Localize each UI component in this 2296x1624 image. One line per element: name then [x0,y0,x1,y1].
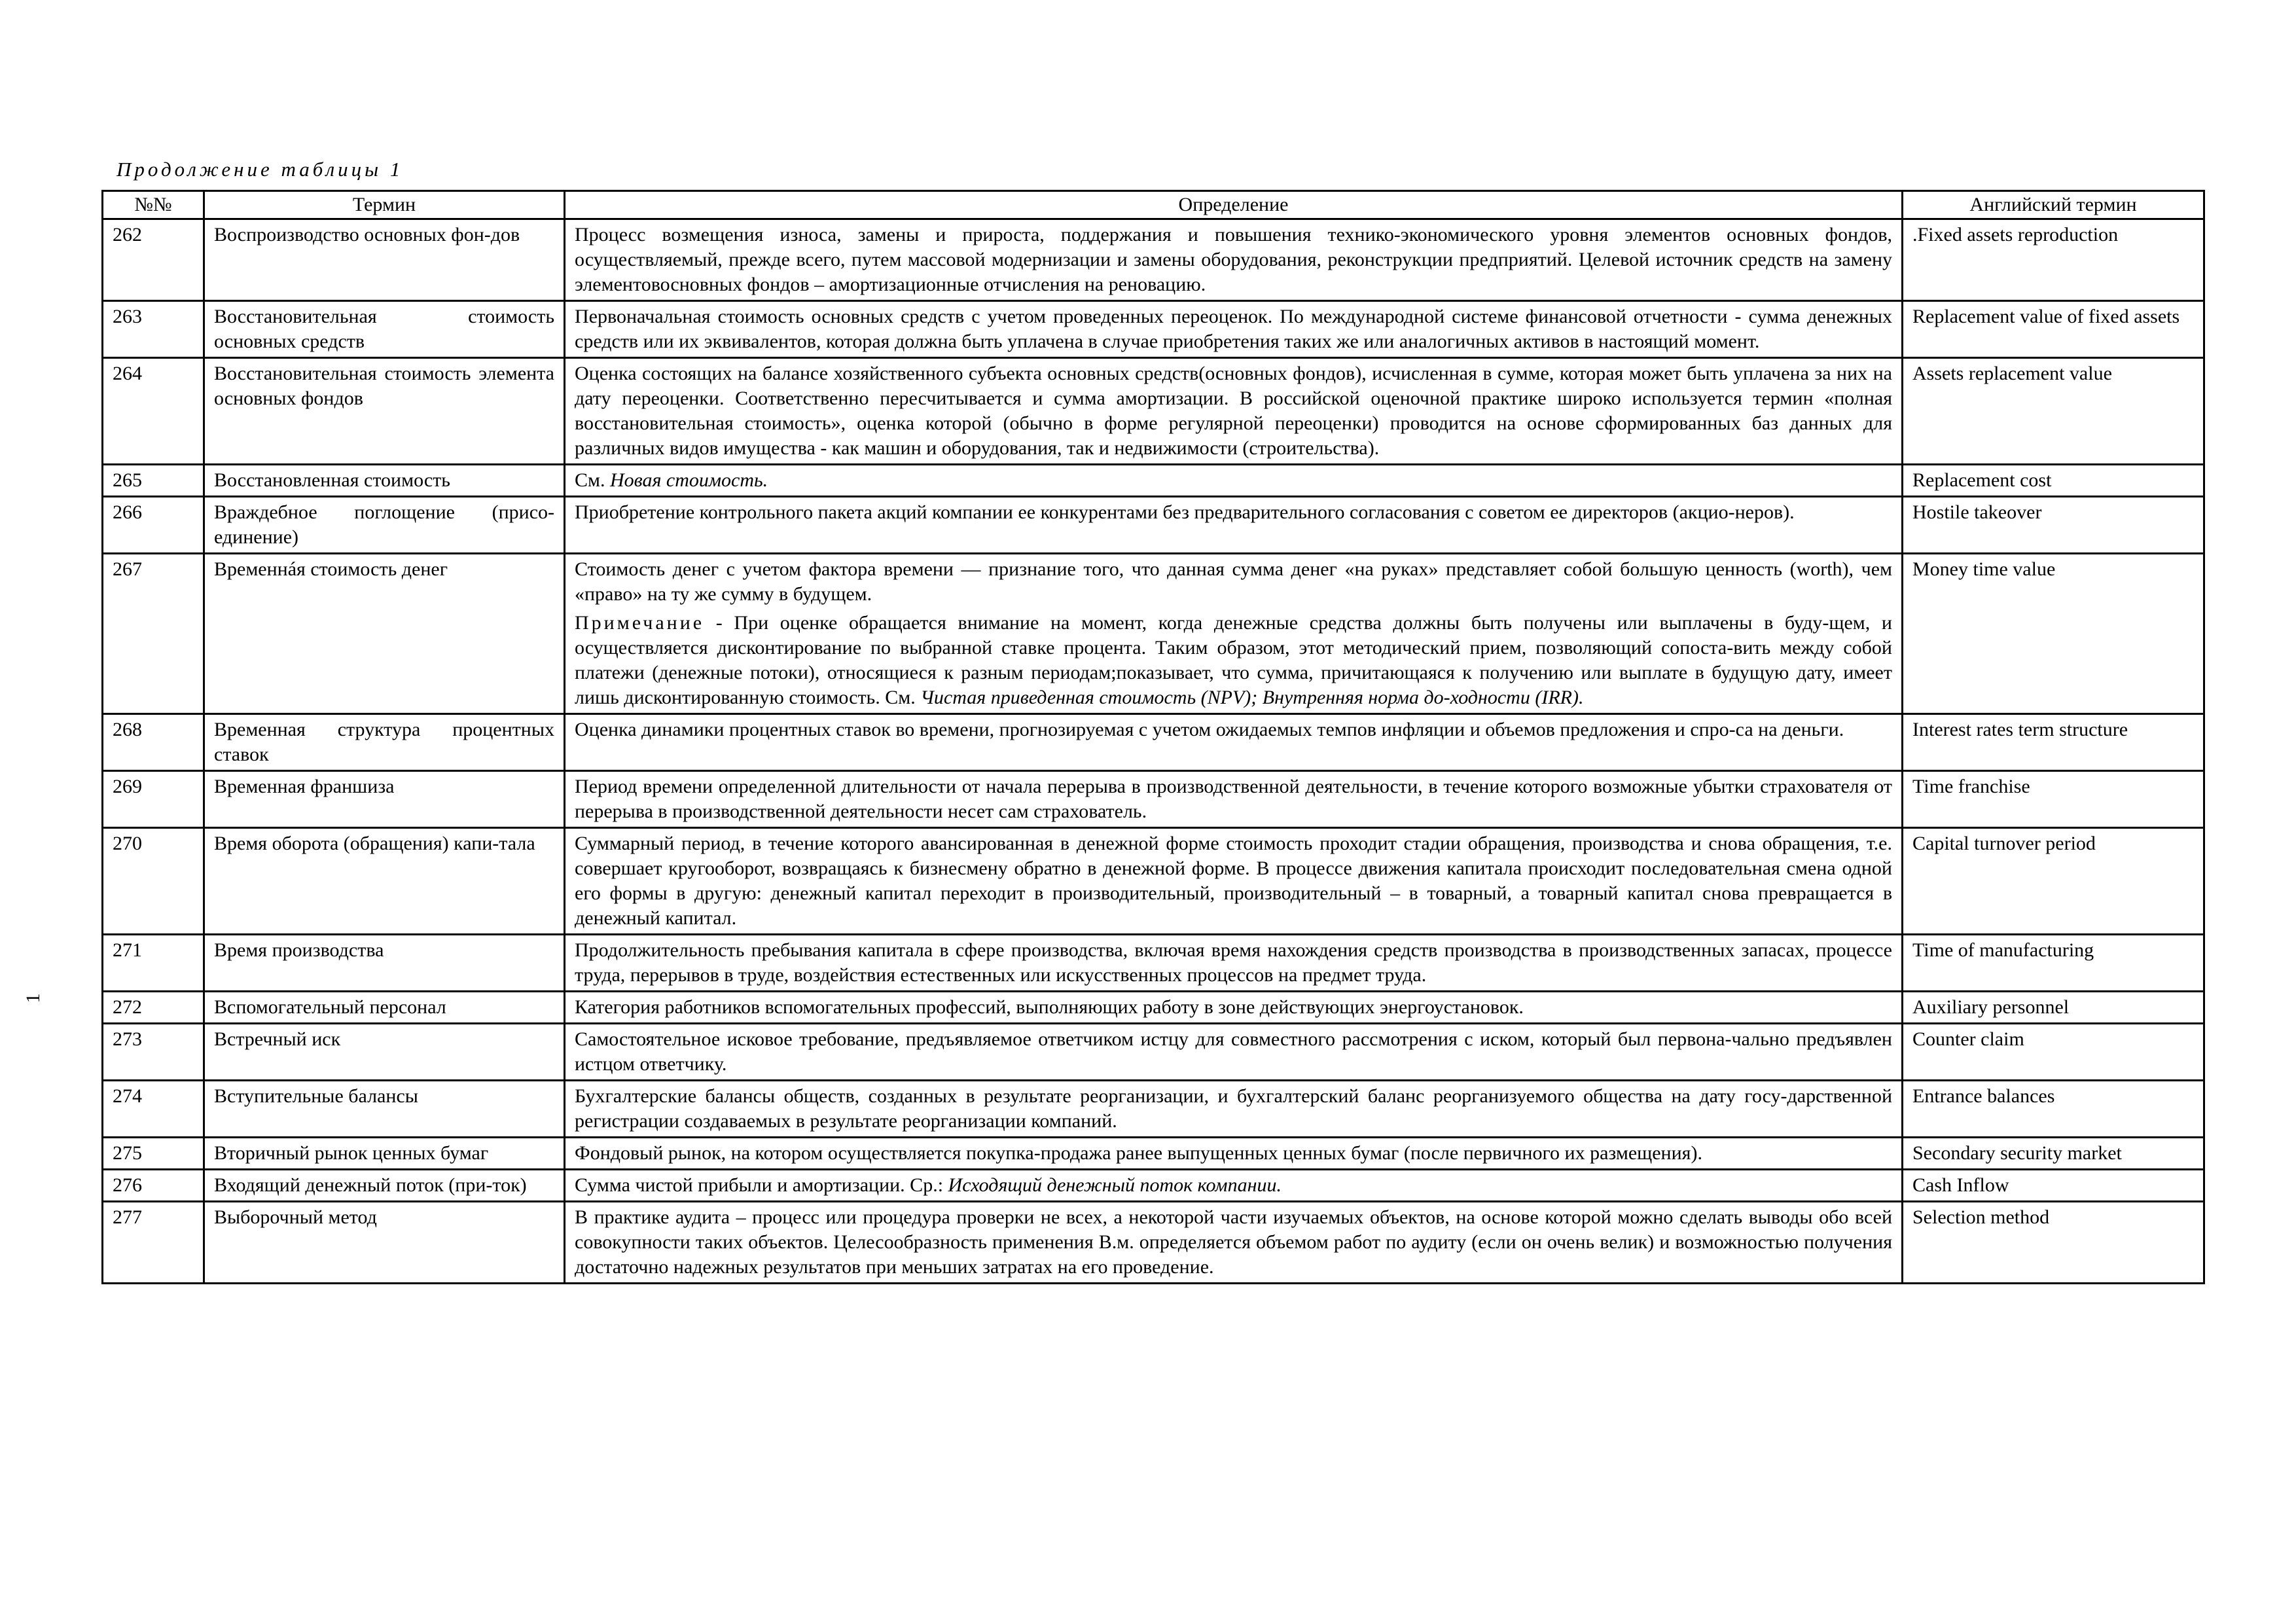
table-row [103,1081,2204,1138]
row-term: Время оборота (обращения) капи-тала [204,828,565,935]
column-header-num: №№ [103,191,204,219]
row-definition [565,465,1903,497]
row-english-term: Interest rates term structure [1903,714,2204,771]
row-term: Вспомогательный персонал [204,992,565,1024]
row-definition: Процесс возмещения износа, замены и прироста, поддержания и повышения технико-экономического уровня элементов основных фондов, осуществляемый, прежде всего, путем массовой модернизации и замены оборудования, реконструкции предприятий. Целевой источник средств на замену элементовосновных фондов – амортизационные отчисления на реновацию. [565,219,1903,301]
row-term: Входящий денежный поток (при-ток) [204,1170,565,1202]
row-english-term: Secondary security market [1903,1138,2204,1170]
table-row [103,497,2204,554]
table-row [103,771,2204,828]
row-english-term: Assets replacement value [1903,358,2204,465]
row-definition [565,554,1903,714]
row-number: 263 [103,301,204,358]
row-definition: Оценка динамики процентных ставок во времени, прогнозируемая с учетом ожидаемых темпов инфляции и объемов предложения и спро-са на деньги. [565,714,1903,771]
table-row [103,554,2204,714]
row-english-term: Time franchise [1903,771,2204,828]
row-number: 271 [103,935,204,992]
row-number: 266 [103,497,204,554]
table-row [103,714,2204,771]
row-number: 262 [103,219,204,301]
row-number: 264 [103,358,204,465]
row-english-term: Counter claim [1903,1024,2204,1081]
cross-reference-link[interactable]: Чистая приведенная стоимость (NPV); Внутренняя норма до-ходности (IRR). [920,687,1584,708]
table-row [103,992,2204,1024]
table-row [103,465,2204,497]
row-number: 272 [103,992,204,1024]
row-term: Враждебное поглощение (присо-единение) [204,497,565,554]
row-definition: Оценка состоящих на балансе хозяйственного субъекта основных средств(основных фондов), исчисленная в сумме, которая может быть уплачена за них на дату переоценки. Соответственно пересчитывается и сумма амортизации. В российской оценочной практике широко используется термин «полная восстановительная стоимость», оценка которой (обычно в форме регулярной переоценки) проводится на основе сформированных баз данных для различных видов имущества - как машин и оборудования, так и недвижимости (строительства). [565,358,1903,465]
row-definition: Бухгалтерские балансы обществ, созданных в результате реорганизации, и бухгалтерский баланс реорганизуемого общества на дату госу-дарственной регистрации создаваемых в результате реорганизации компаний. [565,1081,1903,1138]
definition-text: Стоимость денег с учетом фактора времени — признание того, что данная сумма денег «на руках» представляет собой большую ценность (worth), чем «право» на ту же сумму в будущем. [575,558,1892,605]
row-definition [565,1170,1903,1202]
row-term: Воспроизводство основных фон-дов [204,219,565,301]
table-row [103,1138,2204,1170]
row-english-term: Cash Inflow [1903,1170,2204,1202]
table-row [103,935,2204,992]
row-definition: Приобретение контрольного пакета акций компании ее конкурентами без предварительного согласования с советом ее директоров (акцио-неров). [565,497,1903,554]
table-row [103,828,2204,935]
row-number: 267 [103,554,204,714]
row-english-term: Time of manufacturing [1903,935,2204,992]
table-row [103,1024,2204,1081]
row-definition: Самостоятельное исковое требование, предъявляемое ответчиком истцу для совместного рассмотрения с иском, который был первона-чально предъявлен истцом ответчику. [565,1024,1903,1081]
row-number: 277 [103,1202,204,1284]
column-header-english: Английский термин [1903,191,2204,219]
row-english-term: Hostile takeover [1903,497,2204,554]
row-definition: Суммарный период, в течение которого авансированная в денежной форме стоимость проходит стадии обращения, производства и снова обращения, т.е. совершает кругооборот, возвращаясь к бизнесмену обратно в денежной форме. В процессе движения капитала происходит последовательная смена одной его формы в другую: денежный капитал переходит в производительный, производительный – в товарный, а товарный капитал снова превращается в денежный капитал. [565,828,1903,935]
row-english-term: Auxiliary personnel [1903,992,2204,1024]
column-header-definition: Определение [565,191,1903,219]
row-number: 265 [103,465,204,497]
row-definition: Период времени определенной длительности от начала перерыва в производственной деятельности, в течение которого возможные убытки страхователя от перерыва в производственной деятельности несет сам страхователь. [565,771,1903,828]
row-english-term: .Fixed assets reproduction [1903,219,2204,301]
table-row [103,301,2204,358]
row-definition: Категория работников вспомогательных профессий, выполняющих работу в зоне действующих энергоустановок. [565,992,1903,1024]
table-row [103,358,2204,465]
table-row [103,1170,2204,1202]
row-term: Восстановленная стоимость [204,465,565,497]
note-label: Примечание [575,612,705,634]
row-number: 268 [103,714,204,771]
row-term: Временнáя стоимость денег [204,554,565,714]
note-text: - При оценке обращается внимание на момент, когда денежные средства должны быть получены или выплачены в буду-щем, и осуществляется дисконтирование по выбранной ставке процента. Таким образом, этот методический прием, позволяющий сопоста-вить между собой платежи (денежные потоки), относящиеся к разным периодам;показывает, что сумма, причитающаяся к получению или выплате в будущую дату, имеет лишь дисконтированную стоимость. См. [575,612,1892,708]
row-english-term: Replacement cost [1903,465,2204,497]
row-number: 270 [103,828,204,935]
row-english-term: Capital turnover period [1903,828,2204,935]
row-number: 269 [103,771,204,828]
cross-reference-link[interactable]: Новая стоимость. [610,469,768,491]
row-term: Время производства [204,935,565,992]
row-definition: Продолжительность пребывания капитала в сфере производства, включая время нахождения средств производства в производственных запасах, процессе труда, перерывов в труде, воздействия естественных или искусственных процессов на предмет труда. [565,935,1903,992]
table-header-row [103,191,2204,219]
row-term: Восстановительная стоимость элемента основных фондов [204,358,565,465]
column-header-term: Термин [204,191,565,219]
row-number: 274 [103,1081,204,1138]
row-term: Временная франшиза [204,771,565,828]
row-english-term: Money time value [1903,554,2204,714]
row-number: 275 [103,1138,204,1170]
row-number: 276 [103,1170,204,1202]
page-number: 1 [22,993,44,1003]
row-term: Встречный иск [204,1024,565,1081]
definition-text: Сумма чистой прибыли и амортизации. Ср.: [575,1174,948,1196]
definition-note [575,611,1892,710]
table-row [103,1202,2204,1284]
row-term: Выборочный метод [204,1202,565,1284]
row-term: Вторичный рынок ценных бумаг [204,1138,565,1170]
row-term: Временная структура процентных ставок [204,714,565,771]
row-term: Восстановительная стоимость основных средств [204,301,565,358]
table-row [103,219,2204,301]
definition-text: См. [575,469,610,491]
row-english-term: Entrance balances [1903,1081,2204,1138]
row-definition: Фондовый рынок, на котором осуществляется покупка-продажа ранее выпущенных ценных бумаг (после первичного их размещения). [565,1138,1903,1170]
row-definition: В практике аудита – процесс или процедура проверки не всех, а некоторой части изучаемых объектов, на основе которой можно сделать выводы обо всей совокупности таких объектов. Целесообразность применения В.м. определяется объемом работ по аудиту (если он очень велик) и возможностью получения достаточно надежных результатов при меньших затратах на его проведение. [565,1202,1903,1284]
row-term: Вступительные балансы [204,1081,565,1138]
cross-reference-link[interactable]: Исходящий денежный поток компании. [948,1174,1282,1196]
row-number: 273 [103,1024,204,1081]
row-english-term: Replacement value of fixed assets [1903,301,2204,358]
glossary-table [101,190,2205,1284]
row-english-term: Selection method [1903,1202,2204,1284]
row-definition: Первоначальная стоимость основных средств с учетом проведенных переоценок. По международной системе финансовой отчетности - сумма денежных средств или их эквивалентов, которая должна быть уплачена в случае приобретения таких же или аналогичных активов в настоящий момент. [565,301,1903,358]
table-caption: Продолжение таблицы 1 [117,158,404,181]
